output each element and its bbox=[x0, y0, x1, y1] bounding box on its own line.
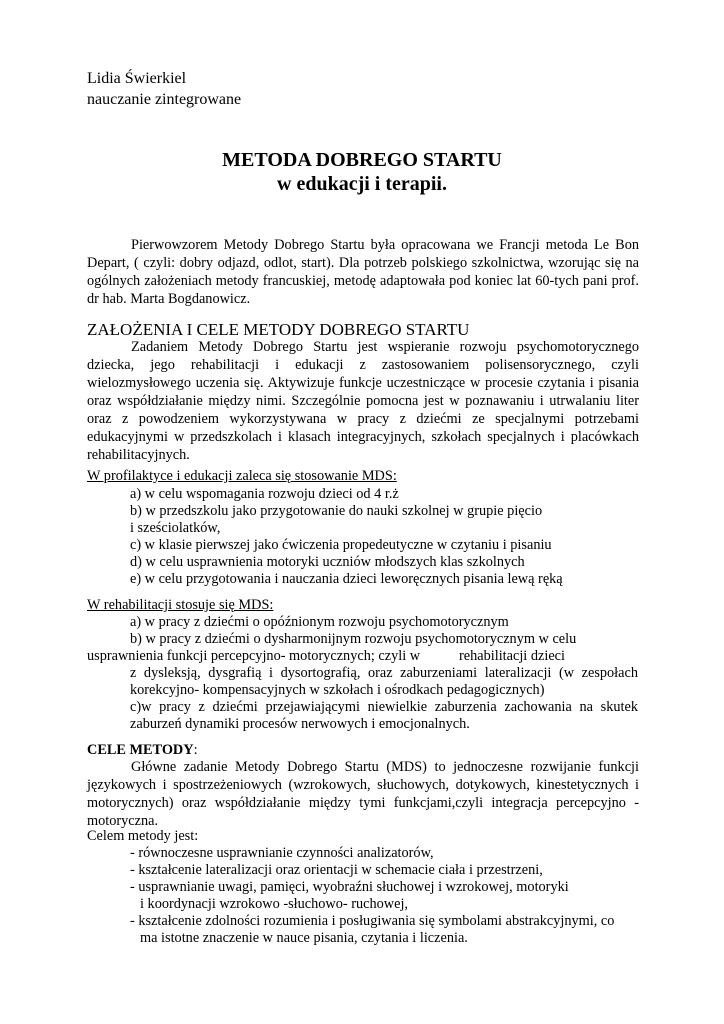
rehabilitation-item-b-cont: usprawnienia funkcji percepcyjno- motorycznych; czyli w bbox=[87, 648, 421, 664]
rehabilitation-item-b-cont: z dysleksją, dysgrafią i dysortografią, oraz zaburzeniami lateralizacji (w zespołach bbox=[130, 665, 638, 681]
document-subtitle: w edukacji i terapii. bbox=[277, 173, 447, 195]
prophylaxis-item: d) w celu usprawnienia motoryki uczniów młodszych klas szkolnych bbox=[130, 554, 525, 570]
document-title: METODA DOBREGO STARTU bbox=[222, 149, 502, 171]
assumptions-paragraph bbox=[87, 338, 639, 464]
author-name: Lidia Świerkiel bbox=[87, 70, 187, 87]
section-heading-assumptions: ZAŁOŻENIA I CELE METODY DOBREGO STARTU bbox=[87, 320, 470, 339]
prophylaxis-item: a) w celu wspomagania rozwoju dzieci od 4 r.ż bbox=[130, 486, 399, 502]
assumptions-text: Zadaniem Metody Dobrego Startu jest wspieranie rozwoju psychomotorycznego dziecka, jego rehabilitacji i edukacji z zastosowaniem polisensorycznego, czyli wielozmysłowego uczenia się. Aktywizuje funkcje uczestniczące w procesie czytania i pisania oraz współdziałanie między nimi. Szczególnie pomocna jest w poznawaniu i utrwalaniu liter oraz z powodzeniem wykorzystywana w pracy z dziećmi ze specjalnymi potrzebami edukacyjnymi w przedszkolach i klasach integracyjnych, szkołach specjalnych i placówkach rehabilitacyjnych. bbox=[87, 339, 639, 463]
goals-heading-colon: : bbox=[193, 742, 198, 758]
rehabilitation-item-c: c)w pracy z dziećmi przejawiającymi niewielkie zaburzenia zachowania na skutek bbox=[130, 699, 638, 715]
prophylaxis-heading: W profilaktyce i edukacji zaleca się stosowanie MDS: bbox=[87, 468, 397, 484]
rehabilitation-item-b-cont: korekcyjno- kompensacyjnych w szkołach i ośrodkach pedagogicznych) bbox=[130, 682, 545, 698]
goals-heading: CELE METODY bbox=[87, 742, 194, 758]
rehabilitation-item-a: a) w pracy z dziećmi o opóźnionym rozwoju psychomotorycznym bbox=[130, 614, 509, 630]
prophylaxis-item: i sześciolatków, bbox=[130, 520, 221, 536]
goals-item: - kształcenie zdolności rozumienia i posługiwania się symbolami abstrakcyjnymi, co bbox=[130, 913, 615, 929]
goals-heading-line bbox=[87, 741, 198, 759]
intro-paragraph bbox=[87, 236, 639, 308]
prophylaxis-item: b) w przedszkolu jako przygotowanie do nauki szkolnej w grupie pięcio bbox=[130, 503, 543, 519]
rehabilitation-item-b-cont-right: rehabilitacji dzieci bbox=[459, 648, 565, 664]
prophylaxis-item: c) w klasie pierwszej jako ćwiczenia propedeutyczne w czytaniu i pisaniu bbox=[130, 537, 552, 553]
goals-item-cont: ma istotne znaczenie w nauce pisania, czytania i liczenia. bbox=[140, 930, 468, 946]
goals-item: - kształcenie lateralizacji oraz orientacji w schemacie ciała i przestrzeni, bbox=[130, 862, 543, 878]
goals-item: - równoczesne usprawnianie czynności analizatorów, bbox=[130, 845, 434, 861]
prophylaxis-item: e) w celu przygotowania i nauczania dzieci leworęcznych pisania lewą ręką bbox=[130, 571, 563, 587]
rehabilitation-item-c-cont: zaburzeń dynamiki procesów nerwowych i emocjonalnych. bbox=[130, 716, 470, 732]
rehabilitation-heading: W rehabilitacji stosuje się MDS: bbox=[87, 597, 274, 613]
goals-text: Główne zadanie Metody Dobrego Startu (MDS) to jednoczesne rozwijanie funkcji językowych i spostrzeżeniowych (wzrokowych, słuchowych, dotykowych, kinestetycznych i motorycznych) oraz współdziałanie między tymi funkcjami,czyli integracja percepcyjno - motoryczna. bbox=[87, 759, 639, 829]
goals-item: - usprawnianie uwagi, pamięci, wyobraźni słuchowej i wzrokowej, motoryki bbox=[130, 879, 569, 895]
author-block bbox=[87, 68, 241, 110]
author-role: nauczanie zintegrowane bbox=[87, 91, 242, 108]
rehabilitation-item-b: b) w pracy z dziećmi o dysharmonijnym rozwoju psychomotorycznym w celu bbox=[130, 631, 577, 647]
goals-item-cont: i koordynacji wzrokowo -słuchowo- ruchowej, bbox=[140, 896, 408, 912]
intro-text: Pierwowzorem Metody Dobrego Startu była opracowana we Francji metoda Le Bon Depart, ( czyli: dobry odjazd, odlot, start). Dla potrzeb polskiego szkolnictwa, wzorując się na ogólnych założeniach metody francuskiej, metodę adaptowała pod koniec lat 60-tych pani prof. dr hab. Marta Bogdanowicz. bbox=[87, 237, 639, 307]
goals-lead: Celem metody jest: bbox=[87, 828, 199, 844]
goals-paragraph bbox=[87, 758, 639, 830]
